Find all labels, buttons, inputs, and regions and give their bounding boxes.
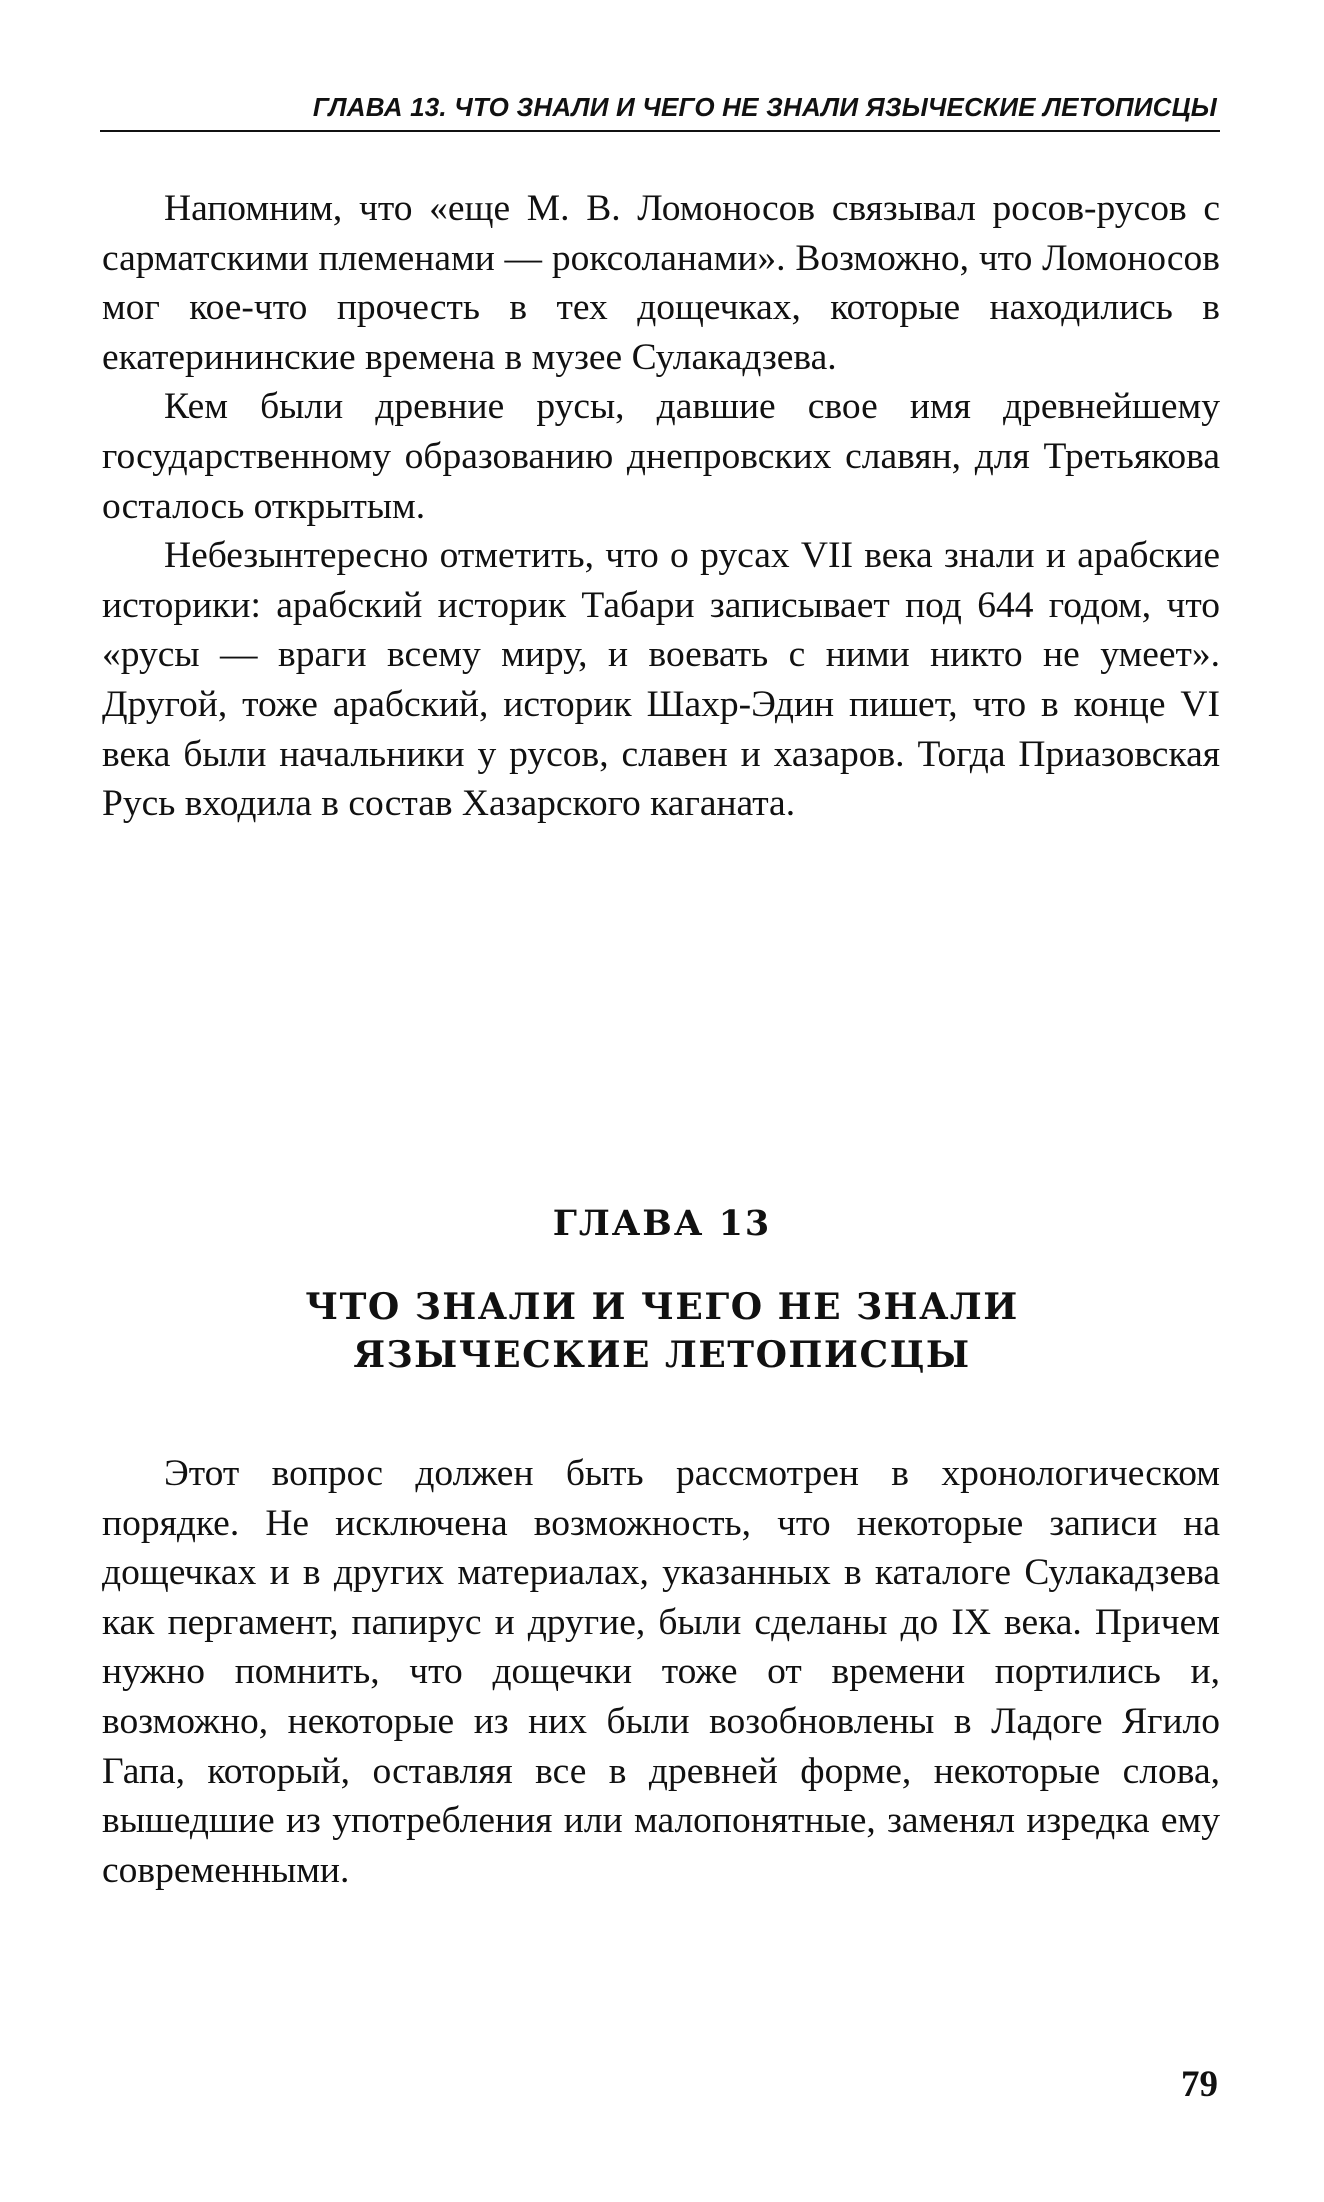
paragraph: Этот вопрос должен быть рассмотрен в хронологическом порядке. Не исключена возможность, что некоторые записи на дощечках и в других материалах, указанных в каталоге Сулакадзева как пергамент, папирус и другие, были сделаны до IX века. Причем нужно помнить, что дощечки тоже от времени портились и, возможно, некоторые из них были возобновлены в Ладоге Ягило Гапа, который, оставляя все в древней форме, некоторые слова, вышедшие из употребления или малопонятные, заменял изредка ему современными.: [102, 1453, 1220, 1891]
chapter-title: [0, 1283, 1324, 1379]
chapter-title-line: ЧТО ЗНАЛИ И ЧЕГО НЕ ЗНАЛИ: [305, 1286, 1019, 1328]
chapter-number: ГЛАВА 13: [552, 1203, 772, 1244]
header-rule: [100, 130, 1220, 132]
paragraph: Кем были древние русы, давшие свое имя древнейшему государственному образованию днепровских славян, для Третьякова осталось открытым.: [102, 386, 1220, 527]
paragraph: Небезынтересно отметить, что о русах VII века знали и арабские историки: арабский историк Табари записывает под 644 годом, что «русы — враги всему миру, и воевать с ними никто не умеет». Другой, тоже арабский, историк Шахр-Эдин пишет, что в конце VI века были начальники у русов, славен и хазаров. Тогда Приазовская Русь входила в состав Хазарского каганата.: [102, 535, 1220, 825]
chapter-title-line: ЯЗЫЧЕСКИЕ ЛЕТОПИСЦЫ: [353, 1334, 971, 1376]
page-number: 79: [1181, 2064, 1218, 2105]
text-block-after-chapter: [102, 1449, 1220, 1895]
running-header: ГЛАВА 13. ЧТО ЗНАЛИ И ЧЕГО НЕ ЗНАЛИ ЯЗЫЧЕСКИЕ ЛЕТОПИСЦЫ: [312, 92, 1217, 122]
paragraph: Напомним, что «еще М. В. Ломоносов связывал росов-русов с сарматскими племенами — роксоланами». Возможно, что Ломоносов мог кое-что прочесть в тех дощечках, которые находились в екатерининские времена в музее Сулакадзева.: [102, 188, 1220, 378]
text-block-before-chapter: [102, 184, 1220, 829]
